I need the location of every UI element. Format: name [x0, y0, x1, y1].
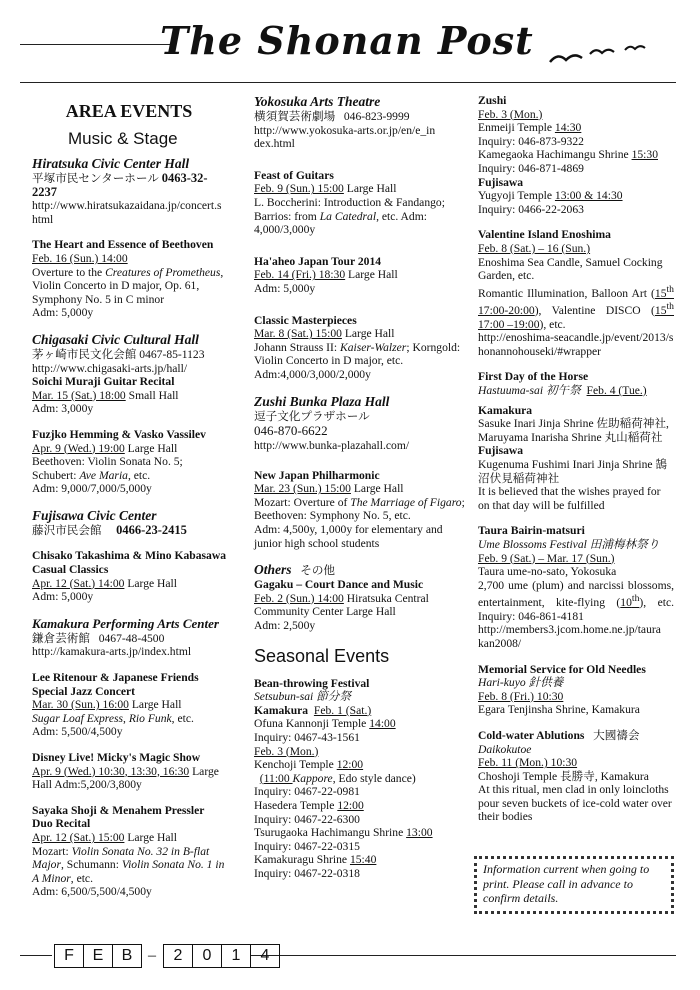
program-text: ), etc. — [539, 317, 566, 331]
note-work: Kappore — [292, 771, 333, 785]
venue-contact — [32, 348, 226, 362]
location-heading: Kamakura — [478, 403, 533, 417]
seagulls-icon — [540, 40, 670, 80]
event-title-jp: 大國禱会 — [593, 728, 640, 742]
venue-name: Zushi Bunka Plaza Hall — [254, 393, 390, 409]
inquiry-line: Inquiry: 0467-22-0981 — [254, 785, 360, 799]
event-time: 13:00 — [406, 826, 433, 840]
others-heading — [254, 562, 470, 578]
event-program — [254, 496, 470, 523]
venue-phone: 0466-23-2415 — [116, 522, 187, 537]
event-date: Apr. 9 (Wed.) 19:00 — [32, 441, 125, 455]
event-title: First Day of the Horse — [478, 370, 589, 384]
venue-text: Kenchoji Temple — [254, 758, 337, 772]
venue-text: Kamegaoka Hachimangu Shrine — [478, 148, 632, 162]
event-admission: Adm: 5,000y — [32, 590, 94, 604]
event-date-line — [32, 698, 226, 712]
event-hall: Large Hall — [343, 182, 397, 196]
info-notice-box: Information current when going to print. Please call in advance to confirm details. — [474, 856, 674, 914]
day-number: 15 — [654, 286, 667, 300]
event-description: It is believed that the wishes prayed for on that day will be fulfilled — [478, 485, 661, 512]
venue-line — [254, 853, 470, 867]
event-place: Enoshima Sea Candle, Samuel Cocking Garden, etc. — [478, 255, 663, 283]
venue-block — [32, 156, 226, 226]
venue-text: Yugyoji Temple — [478, 189, 555, 203]
event-hall: Large Hall — [124, 830, 178, 844]
others-title: Others — [254, 562, 292, 578]
venue-contact — [254, 110, 470, 124]
event-program — [32, 455, 226, 482]
event-title: Bean-throwing Festival — [254, 676, 370, 690]
day-number: 10 — [620, 596, 632, 610]
event-title: Sayaka Shoji & Menahem Pressler Duo Recital — [32, 803, 205, 831]
date-letter-box: 2 — [163, 944, 193, 968]
event-admission: Adm: 9,000/7,000/5,000y — [32, 482, 152, 496]
event-subtitle-line — [478, 384, 674, 398]
event-date: Feb. 16 (Sun.) 14:00 — [32, 251, 128, 265]
venue-text: Enmeiji Temple — [478, 121, 555, 135]
inquiry-line: Inquiry: 0467-22-0318 — [254, 866, 360, 880]
program-work: Violin Sonata No. 1 in A Minor — [32, 858, 225, 885]
time-range: 17:00 –19:00 — [478, 317, 540, 331]
event-block — [32, 428, 226, 496]
event-block — [254, 169, 470, 237]
event-subtitle: Ume Blossoms Festival 田浦梅林祭り — [478, 537, 660, 551]
event-block — [32, 751, 226, 792]
date-letter-box: F — [54, 944, 84, 968]
event-hall: Large Hall Adm:5,200/3,800y — [32, 764, 219, 792]
column-2 — [254, 94, 470, 893]
venue-url[interactable]: http://www.yokosuka-arts.or.jp/en/e_in dex.html — [254, 123, 436, 151]
event-block — [254, 677, 470, 881]
inquiry-line: Inquiry: 0466-22-2063 — [478, 202, 584, 216]
others-block — [254, 562, 470, 632]
others-jp: その他 — [300, 564, 336, 578]
program-text: , Violin Concerto in D major, Op. 61, Symphony No. 5 in C minor — [32, 265, 224, 306]
venue-jp-name: 平塚市民センターホール — [32, 172, 159, 185]
footer-rule-right — [250, 955, 676, 956]
location-heading: Fujisawa — [478, 444, 524, 458]
venue-line — [254, 799, 470, 813]
event-url[interactable]: http://members3.jcom.home.ne.jp/taura kan2008/ — [478, 623, 661, 650]
program-work: Sugar Loaf Express — [32, 711, 124, 725]
venue-jp-name: 藤沢市民会館 — [32, 523, 102, 537]
event-place: Choshoji Temple 長勝寺, Kamakura — [478, 769, 649, 783]
event-title: Taura Bairin-matsuri — [478, 524, 585, 538]
venue-phone: 0467-48-4500 — [98, 631, 165, 645]
event-date-line — [254, 482, 470, 496]
event-date-line — [32, 389, 226, 403]
program-work: The Marriage of Figaro — [350, 495, 462, 509]
venue-block — [32, 508, 226, 538]
event-time: 13:00 & 14:30 — [554, 189, 623, 203]
venue-block — [254, 94, 470, 151]
event-block — [478, 663, 674, 717]
venue-line — [254, 758, 470, 772]
venue-jp-name: 逗子文化プラザホール — [254, 409, 370, 423]
event-time: 15:40 — [349, 853, 377, 867]
date-letter-box: 1 — [221, 944, 251, 968]
note-text: (11:00 — [259, 771, 293, 785]
event-block — [254, 314, 470, 382]
event-title: Chisako Takashima & Mino Kabasawa Casual Classics — [32, 549, 226, 577]
venue-text: Hasedera Temple — [254, 798, 338, 812]
event-subtitle: Daikokutoe — [478, 742, 532, 756]
venue-url[interactable]: http://www.chigasaki-arts.jp/hall/ — [32, 361, 188, 375]
date-letter-box: 0 — [192, 944, 222, 968]
program-text: ), Valentine DISCO ( — [534, 304, 655, 318]
shrine-list: Kugenuma Fushimi Inari Jinja Shrine 鵠沼伏見稲荷神社 — [478, 457, 668, 485]
event-block — [478, 228, 674, 358]
header-rule-left — [20, 44, 170, 45]
event-title: New Japan Philharmonic — [254, 468, 380, 482]
event-block — [254, 255, 470, 296]
date-letter-box: B — [112, 944, 142, 968]
venue-block — [32, 616, 226, 659]
event-block — [32, 671, 226, 739]
event-date: Feb. 9 (Sun.) 15:00 — [254, 182, 344, 196]
event-subtitle: Hari-kuyo 針供養 — [478, 676, 564, 690]
footer-rule-left — [20, 955, 52, 956]
event-title: Gagaku – Court Dance and Music — [254, 578, 424, 592]
day-suffix: th — [666, 301, 674, 313]
event-date: Feb. 11 (Mon.) 10:30 — [478, 756, 578, 770]
venue-line — [254, 717, 470, 731]
shrine-list: Sasuke Inari Jinja Shrine 佐助稲荷神社, Maruyama Inarisha Shrine 丸山稲荷社 — [478, 417, 669, 444]
program-work: Creatures of Prometheus — [105, 265, 221, 279]
event-hall: Large Hall — [350, 482, 404, 496]
event-block — [478, 94, 674, 216]
event-title: Fuzjko Hemming & Vasko Vassilev — [32, 427, 206, 441]
header-rule-bottom — [20, 82, 676, 83]
event-admission: Adm: 3,000y — [32, 402, 94, 416]
program-work: Ave Maria — [79, 468, 128, 482]
event-date-line — [254, 327, 470, 341]
event-block — [32, 549, 226, 603]
program-text: , etc. — [171, 711, 194, 725]
masthead-title: The Shonan Post — [160, 18, 534, 63]
event-url[interactable]: http://enoshima-seacandle.jp/event/2013/shonannohouseki/#wrapper — [478, 331, 674, 358]
event-date-line — [32, 442, 226, 456]
event-date: Mar. 8 (Sat.) 15:00 — [254, 327, 342, 341]
event-date: Apr. 12 (Sat.) 14:00 — [32, 576, 125, 590]
venue-contact — [32, 632, 226, 646]
event-date: Feb. 14 (Fri.) 18:30 — [254, 268, 346, 282]
venue-name: Fujisawa Civic Center — [32, 507, 157, 523]
date-dash: – — [148, 947, 156, 965]
event-date: Feb. 8 (Sat.) – 16 (Sun.) — [478, 241, 591, 255]
program-text: , etc. Adm: 4,000/3,000y — [254, 209, 427, 237]
program-text: Mozart: Overture of — [254, 495, 351, 509]
event-hall: Hiratsuka Central Community Center Large Hall — [254, 591, 429, 619]
venue-jp-name: 横須賀芸術劇場 — [254, 110, 336, 123]
venue-line — [478, 121, 674, 135]
program-text: , etc. — [70, 871, 93, 885]
event-block — [478, 729, 674, 824]
event-date: Feb. 1 (Sat.) — [313, 703, 372, 717]
location-heading: Kamakura — [254, 703, 309, 717]
event-title: Disney Live! Micky's Magic Show — [32, 751, 201, 764]
day-suffix: th — [631, 593, 640, 605]
event-time: 12:00 — [337, 798, 364, 812]
inquiry-line: Inquiry: 0467-22-6300 — [254, 812, 360, 826]
program-text: Beethoven: Violin Sonata No. 5; Schubert: — [32, 455, 183, 482]
event-date: Feb. 2 (Sun.) 14:00 — [254, 591, 344, 605]
event-title: Feast of Guitars — [254, 168, 334, 182]
event-hall: Large Hall — [128, 698, 182, 712]
event-date-line — [254, 182, 470, 196]
inquiry-line: Inquiry: 046-873-9322 — [478, 134, 584, 148]
column-1 — [32, 94, 226, 911]
program-text: ), etc. Inquiry: 046-861-4181 — [478, 596, 675, 623]
venue-url[interactable]: http://www.bunka-plazahall.com/ — [254, 439, 410, 453]
venue-name: Yokosuka Arts Theatre — [254, 94, 381, 109]
program-text: Johann Strauss II: — [254, 340, 340, 354]
venue-name: Kamakura Performing Arts Center — [32, 615, 219, 631]
event-program — [32, 712, 226, 726]
event-block — [32, 804, 226, 899]
event-title: Ha'aheo Japan Tour 2014 — [254, 254, 382, 268]
event-admission: Adm: 2,500y — [254, 619, 316, 633]
event-admission: Adm: 5,500/4,500y — [32, 725, 123, 739]
event-title: The Heart and Essence of Beethoven — [32, 238, 214, 252]
event-date-line — [254, 268, 470, 282]
location-heading: Zushi — [478, 94, 507, 107]
venue-phone: 046-823-9999 — [343, 110, 410, 123]
event-date: Apr. 12 (Sat.) 15:00 — [32, 830, 125, 844]
venue-contact — [32, 524, 226, 538]
event-date-line — [254, 592, 470, 619]
program-work: La Catedral — [319, 209, 377, 223]
program-text: , etc. — [127, 468, 151, 482]
event-date: Feb. 4 (Tue.) — [586, 384, 647, 397]
event-block — [32, 238, 226, 320]
event-title: Memorial Service for Old Needles — [478, 662, 646, 676]
event-date-line — [32, 765, 226, 792]
event-title: Valentine Island Enoshima — [478, 228, 611, 242]
venue-block — [32, 332, 226, 416]
event-time: 15:30 — [631, 148, 658, 162]
venue-line — [254, 826, 470, 840]
program-text: Overture to the — [32, 265, 106, 279]
time-range: 17:00-20:00 — [478, 304, 535, 318]
event-block — [478, 524, 674, 650]
event-title: Cold-water Ablutions — [478, 728, 585, 742]
venue-jp-name: 茅ヶ崎市民文化会館 — [32, 347, 137, 361]
event-date: Feb. 9 (Sat.) – Mar. 17 (Sun.) — [478, 551, 615, 565]
footer-date-boxes — [54, 944, 279, 968]
event-title-line — [478, 729, 674, 743]
event-place: Egara Tenjinsha Shrine, Kamakura — [478, 703, 640, 717]
program-work: Rio Funk — [128, 711, 172, 725]
event-block — [254, 469, 470, 551]
event-subtitle: Hastuuma-sai 初午祭 — [478, 384, 581, 397]
event-admission: Adm: 4,500y, 1,000y for elementary and junior high school students — [254, 523, 443, 550]
event-program — [254, 341, 470, 382]
event-date: Mar. 23 (Sun.) 15:00 — [254, 482, 351, 496]
section-subtitle-music-stage: Music & Stage — [68, 129, 178, 148]
note-text: , Edo style dance) — [332, 771, 416, 785]
section-title-area-events: AREA EVENTS — [65, 101, 193, 121]
venue-phone: 046-870-6622 — [254, 423, 328, 439]
event-date-line — [32, 831, 226, 845]
event-hall: Small Hall — [125, 388, 179, 402]
program-work: Kaiser-Walzer — [339, 340, 407, 354]
event-title: Classic Masterpieces — [254, 313, 357, 327]
event-program — [32, 845, 226, 886]
venue-text: Tsurugaoka Hachimangu Shrine — [254, 826, 407, 840]
location-line — [254, 704, 470, 718]
section-title-seasonal: Seasonal Events — [254, 645, 390, 666]
event-time: 12:00 — [336, 758, 364, 772]
event-hall: Large Hall — [124, 441, 178, 455]
event-subtitle: Setsubun-sai 節分祭 — [254, 690, 351, 704]
venue-name: Chigasaki Civic Cultural Hall — [32, 331, 199, 347]
inquiry-line: Inquiry: 046-871-4869 — [478, 161, 584, 175]
event-title: Soichi Muraji Guitar Recital — [32, 375, 175, 389]
event-date: Feb. 8 (Fri.) 10:30 — [478, 689, 564, 703]
event-program — [478, 579, 674, 624]
event-block — [478, 370, 674, 512]
program-date — [620, 593, 640, 610]
venue-url[interactable]: http://kamakura-arts.jp/index.html — [32, 645, 192, 659]
event-admission: Adm: 5,000y — [32, 306, 94, 320]
event-admission: Adm: 6,500/5,500/4,500y — [32, 885, 152, 899]
event-date: Apr. 9 (Wed.) 10:30, 13:30, 16:30 — [32, 764, 190, 778]
venue-jp-name: 鎌倉芸術館 — [32, 631, 90, 645]
venue-phone: 0467-85-1123 — [139, 347, 205, 361]
venue-name: Hiratsuka Civic Center Hall — [32, 156, 190, 171]
venue-text: Ofuna Kannonji Temple — [254, 717, 370, 731]
program-text: Mozart: — [32, 844, 72, 858]
day-number: 15 — [654, 304, 667, 318]
venue-line — [478, 189, 674, 203]
event-admission: Adm: 5,000y — [254, 281, 316, 295]
program-work: Violin Sonata No. 32 in B-flat Major — [32, 844, 210, 872]
venue-phone: 0463-32-2237 — [32, 171, 208, 199]
venue-block — [254, 394, 470, 453]
event-title: Lee Ritenour & Japanese Friends Special Jazz Concert — [32, 671, 199, 698]
event-date: Feb. 3 (Mon.) — [478, 107, 543, 121]
event-hall: Large Hall — [341, 327, 395, 341]
venue-line — [478, 148, 674, 162]
venue-url[interactable]: http://www.hiratsukazaidana.jp/concert.s html — [32, 199, 222, 226]
event-program — [254, 196, 470, 237]
event-date: Mar. 30 (Sun.) 16:00 — [32, 698, 129, 712]
program-text: ; Korngold: Violin Concerto in D major, etc. Adm:4,000/3,000/2,000y — [254, 340, 461, 381]
program-text: , — [123, 711, 129, 725]
program-text: L. Boccherini: Introduction & Fandango; Barrios: from — [254, 195, 445, 223]
event-time: 14:30 — [554, 121, 582, 135]
program-text: , Schumann: — [60, 858, 122, 872]
venue-text: Kamakuragu Shrine — [254, 853, 350, 867]
date-letter-box: 4 — [250, 944, 280, 968]
inquiry-line: Inquiry: 0467-43-1561 — [254, 731, 360, 744]
event-place: Taura ume-no-sato, Yokosuka — [478, 565, 617, 579]
event-date: Feb. 3 (Mon.) — [254, 744, 319, 758]
day-suffix: th — [666, 283, 674, 295]
column-3 — [478, 94, 674, 836]
event-time: 14:00 — [369, 717, 396, 731]
venue-contact — [32, 172, 226, 199]
event-date: Mar. 15 (Sat.) 18:00 — [32, 388, 126, 402]
event-program — [478, 283, 674, 332]
event-hall: Large Hall — [124, 576, 178, 590]
event-program — [32, 266, 226, 307]
inquiry-line: Inquiry: 0467-22-0315 — [254, 839, 360, 853]
location-heading: Fujisawa — [478, 175, 524, 189]
event-description: At this ritual, men clad in only loincloths pour seven buckets of ice-cold water over their bodies — [478, 783, 672, 824]
venue-note — [254, 772, 470, 786]
event-date-line — [32, 577, 226, 591]
program-text: 2,700 ume (plum) and narcissi blossoms, entertainment, kite-flying ( — [478, 578, 674, 610]
event-hall: Large Hall — [345, 268, 398, 282]
program-text: Romantic Illumination, Balloon Art ( — [478, 286, 655, 300]
date-letter-box: E — [83, 944, 113, 968]
program-text: ; Beethoven: Symphony No. 5, etc. — [254, 495, 465, 523]
